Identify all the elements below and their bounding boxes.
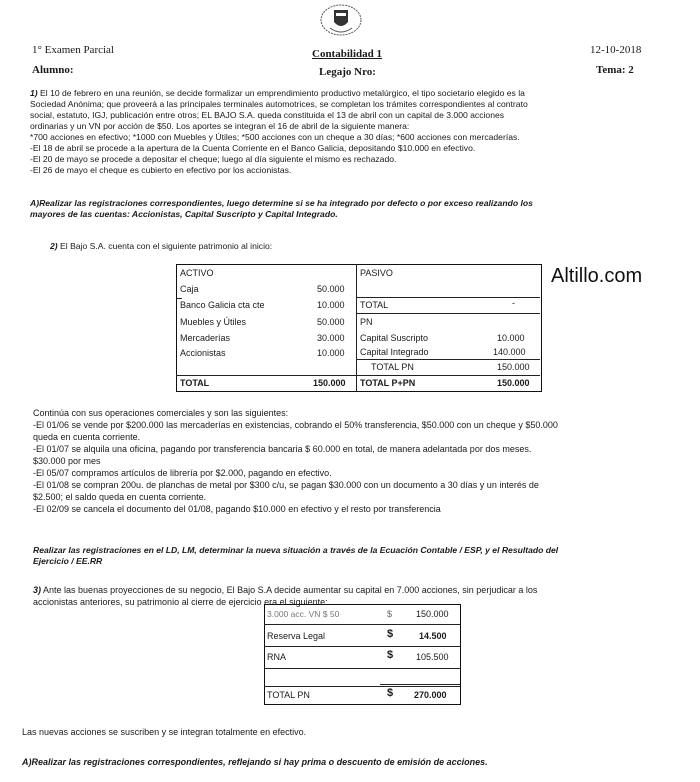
pn-header: PN [360,317,373,327]
q1-line: -El 18 de abril se procede a la apertura de la Cuenta Corriente en el Banco Galicia, depositando $10.000 en efectivo. [30,143,476,153]
q1-line: -El 20 de mayo se procede a depositar el cheque; luego al día siguiente el mismo es rechazado. [30,154,397,164]
q2-number: 2) [50,241,58,251]
pn-value: 150.000 [497,362,530,372]
pn-value: 10.000 [497,333,525,343]
activo-value: 10.000 [317,348,345,358]
q3-line: accionistas anteriores, su patrimonio al cierre de ejercicio era el siguiente: [33,597,328,607]
q1-block [30,88,680,176]
exam-date: 12-10-2018 [590,44,642,56]
activo-label: Mercaderías [180,333,231,343]
q1-line: *700 acciones en efectivo; *1000 con Muebles y Útiles; *500 acciones con un cheque a 30 días; *600 acciones con mercaderías. [30,132,520,142]
activo-value: 50.000 [317,317,345,327]
total-activo-value: 150.000 [313,378,346,388]
q2-intro [50,241,272,252]
pasivo-header: PASIVO [360,268,393,278]
watermark-text: Altillo.com [551,265,643,287]
balance-table [176,264,542,392]
q3-after: Las nuevas acciones se suscriben y se integran totalmente en efectivo. [22,727,307,737]
pn-row-label: 3.000 acc. VN $ 50 [267,609,340,619]
q2-ops [33,407,693,515]
op-line: -El 01/08 se compran 200u. de planchas de metal por $300 c/u, se pagan $30.000 con un documento a 30 días y un interés de [33,480,539,490]
q1-task [30,198,690,220]
q1-line: Sociedad Anónima; que proveerá a las principales terminales automotrices, se completan los trámites correspondientes al contrato [30,99,528,109]
pn-label: TOTAL PN [371,362,414,372]
q3-task: A)Realizar las registraciones correspondientes, reflejando si hay prima o descuento de emisión de acciones. [22,757,488,767]
pasivo-total-label: TOTAL [360,300,389,310]
total-activo-label: TOTAL [180,378,210,388]
pn-value: 140.000 [493,347,526,357]
q3-line: Ante las buenas proyecciones de su negocio, El Bajo S.A decide aumentar su capital en 7.000 acciones, sin perjudicar a los [43,585,538,595]
q1-line: -El 26 de mayo el cheque es cubierto en efectivo por los accionistas. [30,165,292,175]
pasivo-total-dash: - [512,298,515,308]
op-line: -El 01/06 se vende por $200.000 las mercaderías en existencias, cobrando el 50% transferencia, $50.000 con un cheque y $50.000 [33,420,558,430]
total-ppn-label: TOTAL P+PN [360,378,416,388]
subject-title: Contabilidad 1 [312,48,382,60]
op-line: -El 01/07 se alquila una oficina, pagando por transferencia bancaria $ 60.000 en total, de manera adelantada por dos meses. [33,444,532,454]
student-label: Alumno: [32,64,74,76]
op-line: $30.000 por mes [33,456,101,466]
q2-task-line: Ejercicio / EE.RR [33,556,103,566]
pn-row-value: 150.000 [416,609,449,619]
pn-row-value: 270.000 [414,690,447,700]
total-ppn-value: 150.000 [497,378,530,388]
q1-task-line: mayores de las cuentas: Accionistas, Capital Suscripto y Capital Integrado. [30,209,338,219]
pn-row-currency: $ [387,628,394,640]
q2-task [33,545,693,567]
op-line: -El 05/07 compramos artículos de librería por $2.000, pagando en efectivo. [33,468,332,478]
legajo-label: Legajo Nro: [319,66,376,78]
q1-line: social, estatuto, IGJ, publicación entre otros; EL BAJO S.A. queda constituida el 13 de abril con un capital de 3.000 acciones [30,110,505,120]
q1-line: ordinarias y un VN por acción de $50. Los aportes se integran el 16 de abril de la siguiente manera: [30,121,410,131]
activo-label: Accionistas [180,348,226,358]
q1-line: El 10 de febrero en una reunión, se decide formalizar un emprendimiento productivo metalúrgico, el tipo societario elegido es la [40,88,525,98]
pn-row-value: 105.500 [416,652,449,662]
activo-label: Banco Galicia cta cte [180,300,265,310]
activo-value: 30.000 [317,333,345,343]
pn-row-label: RNA [267,652,287,662]
activo-value: 10.000 [317,300,345,310]
activo-value: 50.000 [317,284,345,294]
pn-row-label: Reserva Legal [267,631,326,641]
pn-row-value: 14.500 [419,631,447,641]
pn-row-currency: $ [387,687,394,699]
op-line: -El 02/09 se cancela el documento del 01/08, pagando $10.000 en efectivo y el resto por transferencia [33,504,441,514]
activo-label: Caja [180,284,199,294]
pn-row-currency: $ [387,649,394,661]
tema-label: Tema: 2 [596,64,634,76]
pn-label: Capital Integrado [360,347,429,357]
pn-row-label: TOTAL PN [267,690,310,700]
exam-label: 1° Examen Parcial [32,44,114,56]
q3-number: 3) [33,585,42,595]
activo-label: Muebles y Útiles [180,317,247,327]
q1-number: 1) [30,88,38,98]
ops-intro: Continúa con sus operaciones comerciales y son las siguientes: [33,408,289,418]
pn-label: Capital Suscripto [360,333,429,343]
pn-row-currency: $ [387,609,393,619]
q1-task-line: A)Realizar las registraciones correspondientes, luego determine si se ha integrado por defecto o por exceso realizando los [30,198,533,208]
op-line: $2.500; el saldo queda en cuenta corriente. [33,492,207,502]
activo-header: ACTIVO [180,268,214,278]
op-line: queda en cuenta corriente. [33,432,141,442]
university-logo [318,2,364,36]
q2-intro-text: El Bajo S.A. cuenta con el siguiente patrimonio al inicio: [60,241,273,251]
q2-task-line: Realizar las registraciones en el LD, LM, determinar la nueva situación a través de la Ecuación Contable / ESP, y el Resultado del [33,545,559,555]
